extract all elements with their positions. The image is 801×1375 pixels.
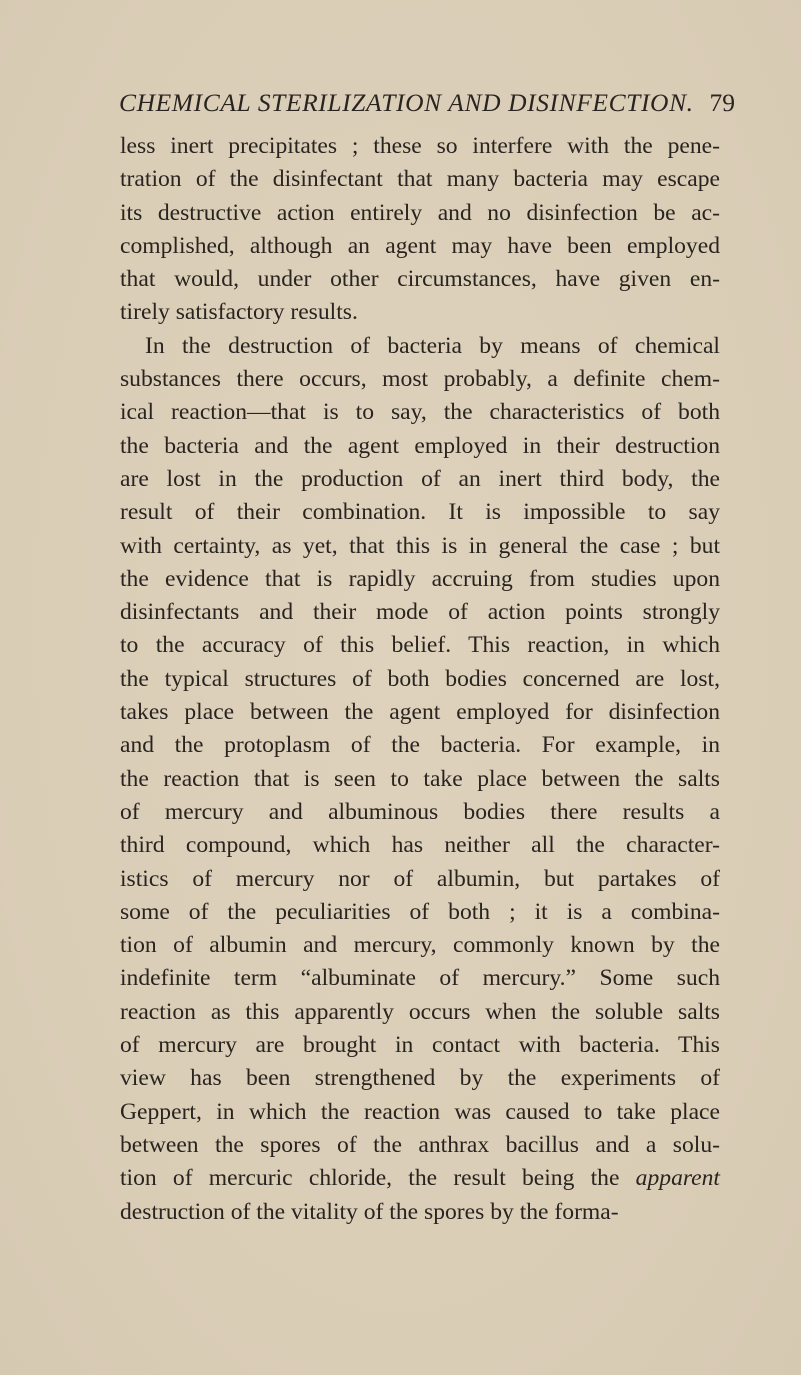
text-line: that would, under other circumstances, have given en- (120, 266, 720, 293)
text-line: substances there occurs, most probably, a definite chem- (120, 366, 720, 393)
text-line: with certainty, as yet, that this is in general the case ; but (120, 532, 720, 559)
paragraph-start-line: In the destruction of bacteria by means of chemical (145, 332, 720, 359)
text-line: ical reaction—that is to say, the characteristics of both (120, 399, 720, 426)
body-text (120, 130, 720, 1229)
text-line: complished, although an agent may have been employed (120, 232, 720, 259)
text-line: and the protoplasm of the bacteria. For example, in (120, 732, 720, 759)
page-number: 79 (709, 88, 735, 117)
text-line: the typical structures of both bodies concerned are lost, (120, 665, 720, 692)
text-line: less inert precipitates ; these so interfere with the pene- (120, 133, 720, 159)
text-line: result of their combination. It is impossible to say (120, 499, 720, 526)
text-line: tration of the disinfectant that many bacteria may escape (120, 166, 720, 193)
text-line: some of the peculiarities of both ; it is a combina- (120, 898, 720, 925)
text-line: istics of mercury nor of albumin, but partakes of (120, 865, 720, 892)
text-line: third compound, which has neither all the character- (120, 832, 720, 859)
text-line: view has been strengthened by the experiments of (120, 1065, 720, 1092)
text-line: takes place between the agent employed for disinfection (120, 699, 720, 726)
text-line: Geppert, in which the reaction was caused to take place (120, 1098, 720, 1125)
text-line: the bacteria and the agent employed in their destruction (120, 432, 720, 459)
text-line: indefinite term “albuminate of mercury.” Some such (120, 965, 720, 992)
line-text: tion of mercuric chloride, the result being the (120, 1165, 620, 1192)
text-line: destruction of the vitality of the spores by the forma- (120, 1198, 619, 1225)
text-line: the evidence that is rapidly accruing from studies upon (120, 565, 720, 592)
text-line: of mercury and albuminous bodies there results a (120, 798, 720, 825)
text-line: to the accuracy of this belief. This reaction, in which (120, 632, 720, 659)
running-head-title: CHEMICAL STERILIZATION AND DISINFECTION. (119, 88, 694, 117)
text-line: disinfectants and their mode of action points strongly (120, 599, 720, 626)
text-line: of mercury are brought in contact with bacteria. This (120, 1032, 720, 1059)
italic-word: apparent (635, 1165, 720, 1192)
text-line: reaction as this apparently occurs when the soluble salts (120, 998, 720, 1025)
text-line: the reaction that is seen to take place between the salts (120, 765, 720, 792)
text-line: its destructive action entirely and no disinfection be ac- (120, 199, 720, 226)
text-line: tirely satisfactory results. (120, 299, 358, 326)
text-line-with-italic (120, 1162, 720, 1195)
running-head (119, 88, 735, 118)
text-line: between the spores of the anthrax bacillus and a solu- (120, 1131, 720, 1158)
text-line: tion of albumin and mercury, commonly known by the (120, 932, 720, 959)
text-line: are lost in the production of an inert third body, the (120, 465, 720, 492)
